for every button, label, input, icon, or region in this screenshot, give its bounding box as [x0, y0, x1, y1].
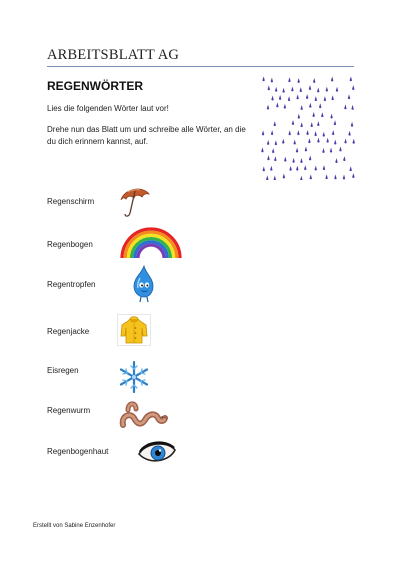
raindrop-mark	[319, 103, 321, 108]
raindrop-mark	[352, 85, 354, 90]
raindrop-mark	[315, 166, 317, 171]
raindrop-mark	[309, 155, 311, 160]
raindrop-mark	[350, 76, 352, 81]
raindrop-character-icon	[131, 264, 155, 304]
raindrop-mark	[330, 148, 332, 153]
raindrop-mark	[289, 166, 291, 171]
raindrop-mark	[297, 78, 299, 83]
raindrop-mark	[292, 158, 294, 163]
raindrop-mark	[313, 78, 315, 83]
section-heading: REGENWÖRTER	[47, 79, 143, 93]
raindrop-mark	[334, 120, 336, 125]
raindrop-mark	[339, 146, 341, 151]
raindrop-mark	[344, 104, 346, 109]
raindrop-mark	[310, 122, 312, 127]
raindrop-mark	[288, 130, 290, 135]
raindrop-mark	[275, 140, 277, 145]
raindrop-mark	[344, 139, 346, 144]
raindrop-mark	[351, 122, 353, 127]
raindrop-mark	[309, 85, 311, 90]
raindrop-mark	[271, 78, 273, 83]
raindrop-mark	[334, 140, 336, 145]
raindrop-mark	[276, 102, 278, 107]
rain-pattern-icon	[258, 72, 358, 180]
raindrop-mark	[262, 130, 264, 135]
raindrop-mark	[268, 85, 270, 90]
raindrop-mark	[263, 166, 265, 171]
raindrop-mark	[300, 122, 302, 127]
umbrella-icon	[118, 184, 152, 220]
raindrop-mark	[291, 86, 293, 91]
raindrop-mark	[351, 105, 353, 110]
instruction-read-aloud: Lies die folgenden Wörter laut vor!	[47, 104, 169, 113]
raindrop-mark	[331, 95, 333, 100]
raindrop-mark	[271, 130, 273, 135]
raindrop-mark	[314, 131, 316, 136]
raindrop-mark	[348, 131, 350, 136]
raindrop-mark	[305, 146, 307, 151]
raindrop-mark	[349, 166, 351, 171]
word-regenschirm: Regenschirm	[47, 197, 95, 206]
raindrop-mark	[323, 132, 325, 137]
raindrop-mark	[343, 175, 345, 180]
raindrop-mark	[310, 174, 312, 179]
document-title: ARBEITSBLATT AG	[47, 47, 180, 63]
raindrop-mark	[282, 139, 284, 144]
raindrop-mark	[312, 112, 314, 117]
raindrop-mark	[275, 87, 277, 92]
raindrop-mark	[296, 94, 298, 99]
raindrop-mark	[317, 138, 319, 143]
raindrop-mark	[325, 174, 327, 179]
raindrop-mark	[270, 166, 272, 171]
raindrop-mark	[284, 104, 286, 109]
raindrop-mark	[326, 87, 328, 92]
raindrop-mark	[262, 76, 264, 81]
raindrop-mark	[266, 175, 268, 180]
raindrop-mark	[331, 77, 333, 82]
rainbow-icon	[119, 224, 183, 260]
raindrop-mark	[279, 95, 281, 100]
raindrop-mark	[334, 174, 336, 179]
instruction-write-down: Drehe nun das Blatt um und schreibe alle Wörter, an die du dich erinnern kannst, auf.	[47, 125, 246, 146]
raindrop-mark	[300, 105, 302, 110]
word-regenbogen: Regenbogen	[47, 240, 93, 249]
raindrop-mark	[317, 121, 319, 126]
raincoat-icon	[117, 314, 151, 346]
raindrop-mark	[321, 112, 323, 117]
raindrop-mark	[261, 147, 263, 152]
raindrop-mark	[296, 166, 298, 171]
raindrop-mark	[272, 148, 274, 153]
raindrop-mark	[288, 96, 290, 101]
raindrop-mark	[274, 121, 276, 126]
raindrop-mark	[343, 156, 345, 161]
raindrop-mark	[352, 139, 354, 144]
raindrop-mark	[352, 173, 354, 178]
raindrop-mark	[309, 103, 311, 108]
raindrop-mark	[300, 87, 302, 92]
raindrop-mark	[324, 96, 326, 101]
word-eisregen: Eisregen	[47, 366, 79, 375]
raindrop-mark	[330, 114, 332, 119]
raindrop-mark	[288, 77, 290, 82]
raindrop-mark	[306, 94, 308, 99]
raindrop-mark	[304, 165, 306, 170]
raindrop-mark	[267, 155, 269, 160]
word-regentropfen: Regentropfen	[47, 280, 96, 289]
raindrop-mark	[284, 157, 286, 162]
raindrop-mark	[308, 138, 310, 143]
raindrop-mark	[283, 174, 285, 179]
raindrop-mark	[274, 156, 276, 161]
raindrop-mark	[296, 148, 298, 153]
raindrop-mark	[267, 140, 269, 145]
word-regenbogenhaut: Regenbogenhaut	[47, 447, 109, 456]
raindrop-mark	[300, 158, 302, 163]
raindrop-mark	[335, 158, 337, 163]
raindrop-mark	[298, 114, 300, 119]
raindrop-mark	[317, 87, 319, 92]
eye-iris-icon	[137, 438, 177, 468]
raindrop-mark	[332, 130, 334, 135]
raindrop-mark	[267, 105, 269, 110]
earthworm-icon	[118, 398, 168, 430]
raindrop-mark	[348, 94, 350, 99]
raindrop-mark	[274, 175, 276, 180]
raindrop-mark	[271, 96, 273, 101]
raindrop-mark	[297, 130, 299, 135]
raindrop-mark	[322, 148, 324, 153]
raindrop-mark	[293, 140, 295, 145]
raindrop-mark	[300, 176, 302, 180]
word-regenwurm: Regenwurm	[47, 406, 91, 415]
title-divider	[47, 66, 354, 67]
footer-credit: Erstellt von Sabine Enzenhofer	[33, 523, 116, 529]
raindrop-mark	[323, 165, 325, 170]
raindrop-mark	[336, 87, 338, 92]
snowflake-icon	[115, 360, 153, 394]
raindrop-mark	[315, 96, 317, 101]
raindrop-mark	[306, 130, 308, 135]
raindrop-mark	[282, 88, 284, 93]
word-regenjacke: Regenjacke	[47, 327, 90, 336]
raindrop-mark	[326, 138, 328, 143]
raindrop-mark	[292, 120, 294, 125]
